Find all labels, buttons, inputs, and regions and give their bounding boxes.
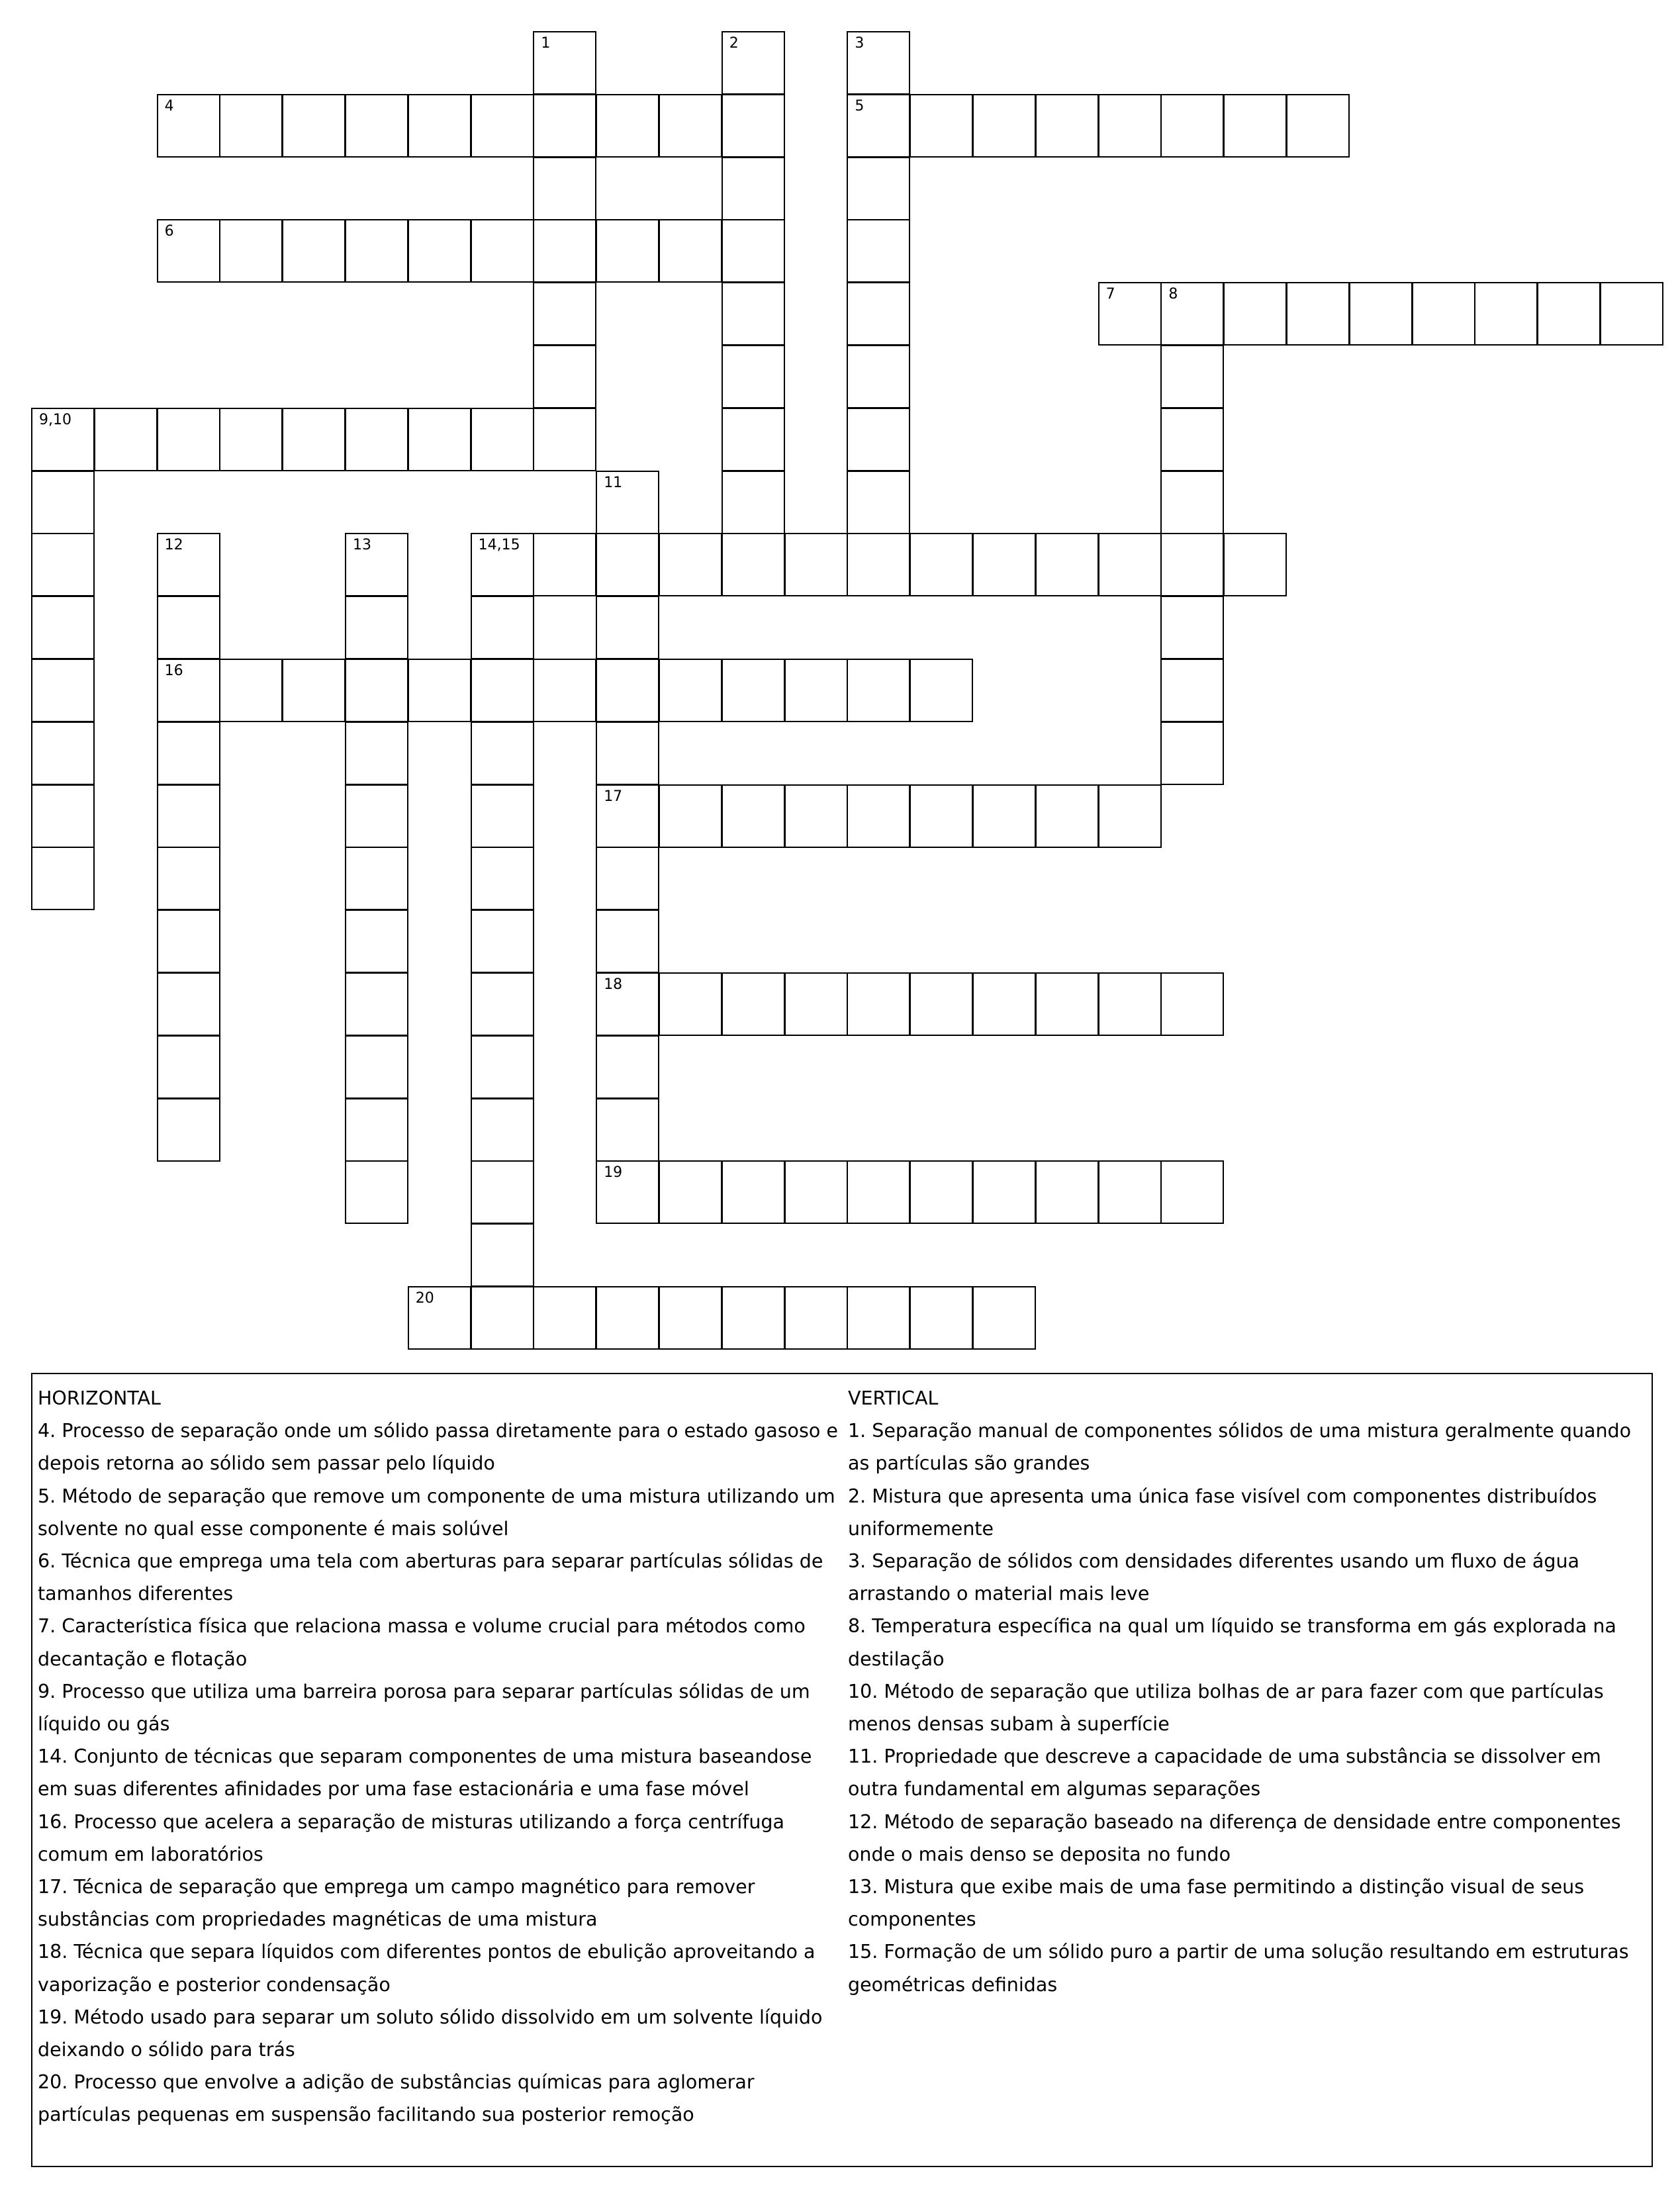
- grid-cell[interactable]: [533, 157, 596, 220]
- grid-cell[interactable]: [157, 784, 220, 848]
- grid-cell[interactable]: [471, 909, 534, 973]
- grid-cell[interactable]: [910, 1160, 973, 1224]
- grid-cell[interactable]: [847, 784, 910, 848]
- grid-cell[interactable]: [1600, 282, 1663, 346]
- grid-cell[interactable]: [345, 1160, 408, 1224]
- clues-box: [31, 1373, 1653, 2167]
- grid-cell[interactable]: [596, 1160, 659, 1224]
- clue-down: 10. Método de separação que utiliza bolhas de ar para fazer com que partículas menos densas subam à superfície: [848, 1680, 1604, 1736]
- grid-cell[interactable]: [596, 94, 659, 158]
- grid-cell[interactable]: [345, 909, 408, 973]
- grid-cell[interactable]: [471, 1286, 534, 1350]
- grid-cell[interactable]: [1098, 533, 1162, 596]
- grid-cell[interactable]: [533, 1286, 596, 1350]
- clue-across: 4. Processo de separação onde um sólido passa diretamente para o estado gasoso e depois retorna ao sólido sem passar pelo líquido: [38, 1420, 838, 1475]
- grid-cell[interactable]: [1035, 533, 1099, 596]
- clue-down: 3. Separação de sólidos com densidades diferentes usando um fluxo de água arrastando o material mais leve: [848, 1550, 1580, 1605]
- grid-cell[interactable]: [471, 408, 534, 471]
- clue-across: 19. Método usado para separar um soluto sólido dissolvido em um solvente líquido deixando o sólido para trás: [38, 2006, 823, 2061]
- grid-cell[interactable]: [784, 533, 848, 596]
- grid-cell[interactable]: [345, 784, 408, 848]
- grid-cell[interactable]: [408, 1286, 471, 1350]
- grid-cell[interactable]: [1223, 533, 1287, 596]
- grid-cell[interactable]: [659, 1286, 722, 1350]
- grid-cell[interactable]: [345, 408, 408, 471]
- grid-cell[interactable]: [219, 659, 283, 722]
- grid-cell[interactable]: [157, 659, 220, 722]
- grid-cell[interactable]: [471, 94, 534, 158]
- grid-cell[interactable]: [596, 722, 659, 785]
- grid-cell[interactable]: [471, 533, 534, 596]
- grid-cell[interactable]: [219, 94, 283, 158]
- cell-number: 4: [164, 97, 174, 115]
- cell-number: 14,15: [478, 537, 520, 554]
- grid-cell[interactable]: [31, 533, 95, 596]
- grid-cell[interactable]: [471, 722, 534, 785]
- grid-cell[interactable]: [1035, 1160, 1099, 1224]
- clue-across: 18. Técnica que separa líquidos com diferentes pontos de ebulição aproveitando a vaporização e posterior condensação: [38, 1941, 816, 1996]
- grid-cell[interactable]: [722, 219, 785, 283]
- grid-cell[interactable]: [345, 659, 408, 722]
- cell-number: 17: [604, 788, 623, 805]
- grid-cell[interactable]: [659, 784, 722, 848]
- grid-cell[interactable]: [157, 596, 220, 659]
- grid-cell[interactable]: [345, 94, 408, 158]
- clue-across: 7. Característica física que relaciona massa e volume crucial para métodos como decantação e flotação: [38, 1615, 806, 1670]
- cell-number: 16: [164, 663, 183, 679]
- grid-cell[interactable]: [1412, 282, 1475, 346]
- grid-cell[interactable]: [471, 847, 534, 910]
- grid-cell[interactable]: [471, 596, 534, 659]
- grid-cell[interactable]: [596, 784, 659, 848]
- grid-cell[interactable]: [157, 408, 220, 471]
- grid-cell[interactable]: [533, 408, 596, 471]
- grid-cell[interactable]: [659, 533, 722, 596]
- grid-cell[interactable]: [219, 219, 283, 283]
- cell-number: 18: [604, 976, 623, 993]
- clue-across: 17. Técnica de separação que emprega um campo magnético para remover substâncias com propriedades magnéticas de uma mistura: [38, 1876, 755, 1931]
- grid-cell[interactable]: [596, 847, 659, 910]
- grid-cell[interactable]: [533, 659, 596, 722]
- grid-cell[interactable]: [847, 1160, 910, 1224]
- grid-cell[interactable]: [345, 1035, 408, 1099]
- grid-cell[interactable]: [345, 972, 408, 1036]
- grid-cell[interactable]: [1160, 972, 1224, 1036]
- grid-cell[interactable]: [31, 659, 95, 722]
- grid-cell[interactable]: [596, 219, 659, 283]
- grid-cell[interactable]: [910, 784, 973, 848]
- cell-number: 19: [604, 1164, 623, 1182]
- across-heading: HORIZONTAL: [38, 1387, 161, 1409]
- grid-cell[interactable]: [1098, 94, 1162, 158]
- grid-cell[interactable]: [31, 471, 95, 534]
- grid-cell[interactable]: [596, 1286, 659, 1350]
- grid-cell[interactable]: [596, 533, 659, 596]
- grid-cell[interactable]: [847, 282, 910, 346]
- grid-cell[interactable]: [972, 972, 1036, 1036]
- cell-number: 2: [729, 35, 739, 52]
- clue-across: 16. Processo que acelera a separação de misturas utilizando a força centrífuga comum em laboratórios: [38, 1810, 784, 1865]
- grid-cell[interactable]: [533, 31, 596, 95]
- grid-cell[interactable]: [1537, 282, 1601, 346]
- grid-cell[interactable]: [533, 345, 596, 408]
- grid-cell[interactable]: [972, 1286, 1036, 1350]
- grid-cell[interactable]: [1160, 1160, 1224, 1224]
- grid-cell[interactable]: [1286, 282, 1350, 346]
- grid-cell[interactable]: [471, 1098, 534, 1162]
- grid-cell[interactable]: [596, 659, 659, 722]
- grid-cell[interactable]: [345, 596, 408, 659]
- cell-number: 8: [1168, 286, 1178, 303]
- grid-cell[interactable]: [31, 408, 95, 471]
- grid-cell[interactable]: [659, 659, 722, 722]
- grid-cell[interactable]: [596, 1098, 659, 1162]
- grid-cell[interactable]: [847, 31, 910, 95]
- grid-cell[interactable]: [1098, 282, 1162, 346]
- grid-cell[interactable]: [1160, 722, 1224, 785]
- grid-cell[interactable]: [1160, 345, 1224, 408]
- cell-number: 12: [164, 537, 183, 554]
- grid-cell[interactable]: [847, 659, 910, 722]
- clue-down: 2. Mistura que apresenta uma única fase visível com componentes distribuídos uniformemente: [848, 1485, 1597, 1540]
- grid-cell[interactable]: [722, 94, 785, 158]
- grid-cell[interactable]: [471, 219, 534, 283]
- grid-cell[interactable]: [471, 1035, 534, 1099]
- grid-cell[interactable]: [94, 408, 158, 471]
- grid-cell[interactable]: [784, 1160, 848, 1224]
- grid-cell[interactable]: [910, 1286, 973, 1350]
- grid-cell[interactable]: [1098, 784, 1162, 848]
- grid-cell[interactable]: [345, 847, 408, 910]
- grid-cell[interactable]: [471, 659, 534, 722]
- grid-cell[interactable]: [1160, 282, 1224, 346]
- grid-cell[interactable]: [408, 94, 471, 158]
- grid-cell[interactable]: [157, 972, 220, 1036]
- clue-down: 8. Temperatura específica na qual um líquido se transforma em gás explorada na destilação: [848, 1615, 1616, 1670]
- grid-cell[interactable]: [910, 972, 973, 1036]
- grid-cell[interactable]: [157, 219, 220, 283]
- grid-cell[interactable]: [157, 533, 220, 596]
- cell-number: 7: [1105, 286, 1115, 303]
- grid-cell[interactable]: [533, 219, 596, 283]
- clue-down: 15. Formação de um sólido puro a partir de uma solução resultando em estruturas geométricas definidas: [848, 1941, 1629, 1996]
- cell-number: 5: [855, 97, 864, 115]
- grid-cell[interactable]: [722, 1286, 785, 1350]
- grid-cell[interactable]: [282, 219, 346, 283]
- grid-cell[interactable]: [157, 1035, 220, 1099]
- across-clues: [38, 1382, 842, 2131]
- grid-cell[interactable]: [722, 784, 785, 848]
- cell-number: 9,10: [39, 411, 71, 428]
- grid-cell[interactable]: [596, 1035, 659, 1099]
- grid-cell[interactable]: [722, 533, 785, 596]
- grid-cell[interactable]: [847, 972, 910, 1036]
- grid-cell[interactable]: [722, 471, 785, 534]
- grid-cell[interactable]: [533, 94, 596, 158]
- cell-number: 3: [855, 35, 864, 52]
- grid-cell[interactable]: [659, 1160, 722, 1224]
- clue-across: 14. Conjunto de técnicas que separam componentes de uma mistura baseandose em suas diferentes afinidades por uma fase estacionária e uma fase móvel: [38, 1746, 812, 1800]
- grid-cell[interactable]: [1349, 282, 1413, 346]
- grid-cell[interactable]: [157, 909, 220, 973]
- grid-cell[interactable]: [345, 722, 408, 785]
- grid-cell[interactable]: [722, 659, 785, 722]
- grid-cell[interactable]: [408, 659, 471, 722]
- grid-cell[interactable]: [1474, 282, 1538, 346]
- clue-across: 20. Processo que envolve a adição de substâncias químicas para aglomerar partículas pequenas em suspensão facilitando sua posterior remoção: [38, 2071, 755, 2126]
- grid-cell[interactable]: [1035, 784, 1099, 848]
- grid-cell[interactable]: [910, 659, 973, 722]
- grid-cell[interactable]: [910, 533, 973, 596]
- cell-number: 13: [353, 537, 371, 554]
- grid-cell[interactable]: [1160, 471, 1224, 534]
- grid-cell[interactable]: [972, 533, 1036, 596]
- grid-cell[interactable]: [157, 847, 220, 910]
- grid-cell[interactable]: [722, 345, 785, 408]
- grid-cell[interactable]: [31, 596, 95, 659]
- grid-cell[interactable]: [659, 94, 722, 158]
- cell-number: 1: [541, 35, 551, 52]
- grid-cell[interactable]: [282, 408, 346, 471]
- clue-down: 11. Propriedade que descreve a capacidade de uma substância se dissolver em outra fundamental em algumas separações: [848, 1746, 1601, 1800]
- grid-cell[interactable]: [784, 1286, 848, 1350]
- grid-cell[interactable]: [1160, 408, 1224, 471]
- down-heading: VERTICAL: [848, 1387, 939, 1409]
- grid-cell[interactable]: [1160, 533, 1224, 596]
- grid-cell[interactable]: [847, 408, 910, 471]
- grid-cell[interactable]: [1223, 94, 1287, 158]
- grid-cell[interactable]: [972, 784, 1036, 848]
- clue-down: 12. Método de separação baseado na diferença de densidade entre componentes onde o mais denso se deposita no fundo: [848, 1810, 1621, 1865]
- grid-cell[interactable]: [1286, 94, 1350, 158]
- grid-cell[interactable]: [784, 972, 848, 1036]
- grid-cell[interactable]: [1160, 596, 1224, 659]
- grid-cell[interactable]: [847, 471, 910, 534]
- grid-cell[interactable]: [1160, 659, 1224, 722]
- grid-cell[interactable]: [1098, 1160, 1162, 1224]
- grid-cell[interactable]: [408, 408, 471, 471]
- grid-cell[interactable]: [847, 94, 910, 158]
- grid-cell[interactable]: [345, 533, 408, 596]
- grid-cell[interactable]: [157, 1098, 220, 1162]
- clue-across: 5. Método de separação que remove um componente de uma mistura utilizando um solvente no qual esse componente é mais solúvel: [38, 1485, 835, 1540]
- grid-cell[interactable]: [659, 972, 722, 1036]
- grid-cell[interactable]: [596, 972, 659, 1036]
- grid-cell[interactable]: [471, 784, 534, 848]
- grid-cell[interactable]: [1098, 972, 1162, 1036]
- grid-cell[interactable]: [282, 94, 346, 158]
- grid-cell[interactable]: [972, 94, 1036, 158]
- grid-cell[interactable]: [847, 219, 910, 283]
- grid-cell[interactable]: [722, 157, 785, 220]
- grid-cell[interactable]: [471, 1160, 534, 1224]
- grid-cell[interactable]: [345, 219, 408, 283]
- grid-cell[interactable]: [847, 1286, 910, 1350]
- grid-cell[interactable]: [596, 596, 659, 659]
- grid-cell[interactable]: [972, 1160, 1036, 1224]
- grid-cell[interactable]: [1035, 972, 1099, 1036]
- grid-cell[interactable]: [31, 784, 95, 848]
- grid-cell[interactable]: [784, 784, 848, 848]
- grid-cell[interactable]: [157, 94, 220, 158]
- down-clues: [848, 1382, 1650, 2001]
- grid-cell[interactable]: [408, 219, 471, 283]
- grid-cell[interactable]: [847, 533, 910, 596]
- grid-cell[interactable]: [847, 345, 910, 408]
- grid-cell[interactable]: [31, 722, 95, 785]
- grid-cell[interactable]: [1035, 94, 1099, 158]
- grid-cell[interactable]: [722, 31, 785, 95]
- clue-across: 6. Técnica que emprega uma tela com aberturas para separar partículas sólidas de tamanhos diferentes: [38, 1550, 823, 1605]
- clue-across: 9. Processo que utiliza uma barreira porosa para separar partículas sólidas de um líquido ou gás: [38, 1680, 810, 1736]
- grid-cell[interactable]: [31, 847, 95, 910]
- grid-cell[interactable]: [345, 1098, 408, 1162]
- grid-cell[interactable]: [219, 408, 283, 471]
- grid-cell[interactable]: [722, 972, 785, 1036]
- grid-cell[interactable]: [471, 972, 534, 1036]
- grid-cell[interactable]: [596, 471, 659, 534]
- grid-cell[interactable]: [596, 909, 659, 973]
- grid-cell[interactable]: [1223, 282, 1287, 346]
- grid-cell[interactable]: [847, 157, 910, 220]
- clue-down: 13. Mistura que exibe mais de uma fase permitindo a distinção visual de seus componentes: [848, 1876, 1585, 1931]
- grid-cell[interactable]: [471, 1223, 534, 1287]
- grid-cell[interactable]: [910, 94, 973, 158]
- grid-cell[interactable]: [1160, 94, 1224, 158]
- grid-cell[interactable]: [722, 408, 785, 471]
- grid-cell[interactable]: [659, 219, 722, 283]
- grid-cell[interactable]: [533, 282, 596, 346]
- cell-number: 6: [164, 223, 174, 240]
- clue-down: 1. Separação manual de componentes sólidos de uma mistura geralmente quando as partículas são grandes: [848, 1420, 1632, 1475]
- grid-cell[interactable]: [282, 659, 346, 722]
- grid-cell[interactable]: [722, 282, 785, 346]
- grid-cell[interactable]: [157, 722, 220, 785]
- cell-number: 20: [415, 1290, 434, 1307]
- cell-number: 11: [604, 474, 623, 491]
- grid-cell[interactable]: [722, 1160, 785, 1224]
- grid-cell[interactable]: [784, 659, 848, 722]
- grid-cell[interactable]: [533, 533, 596, 596]
